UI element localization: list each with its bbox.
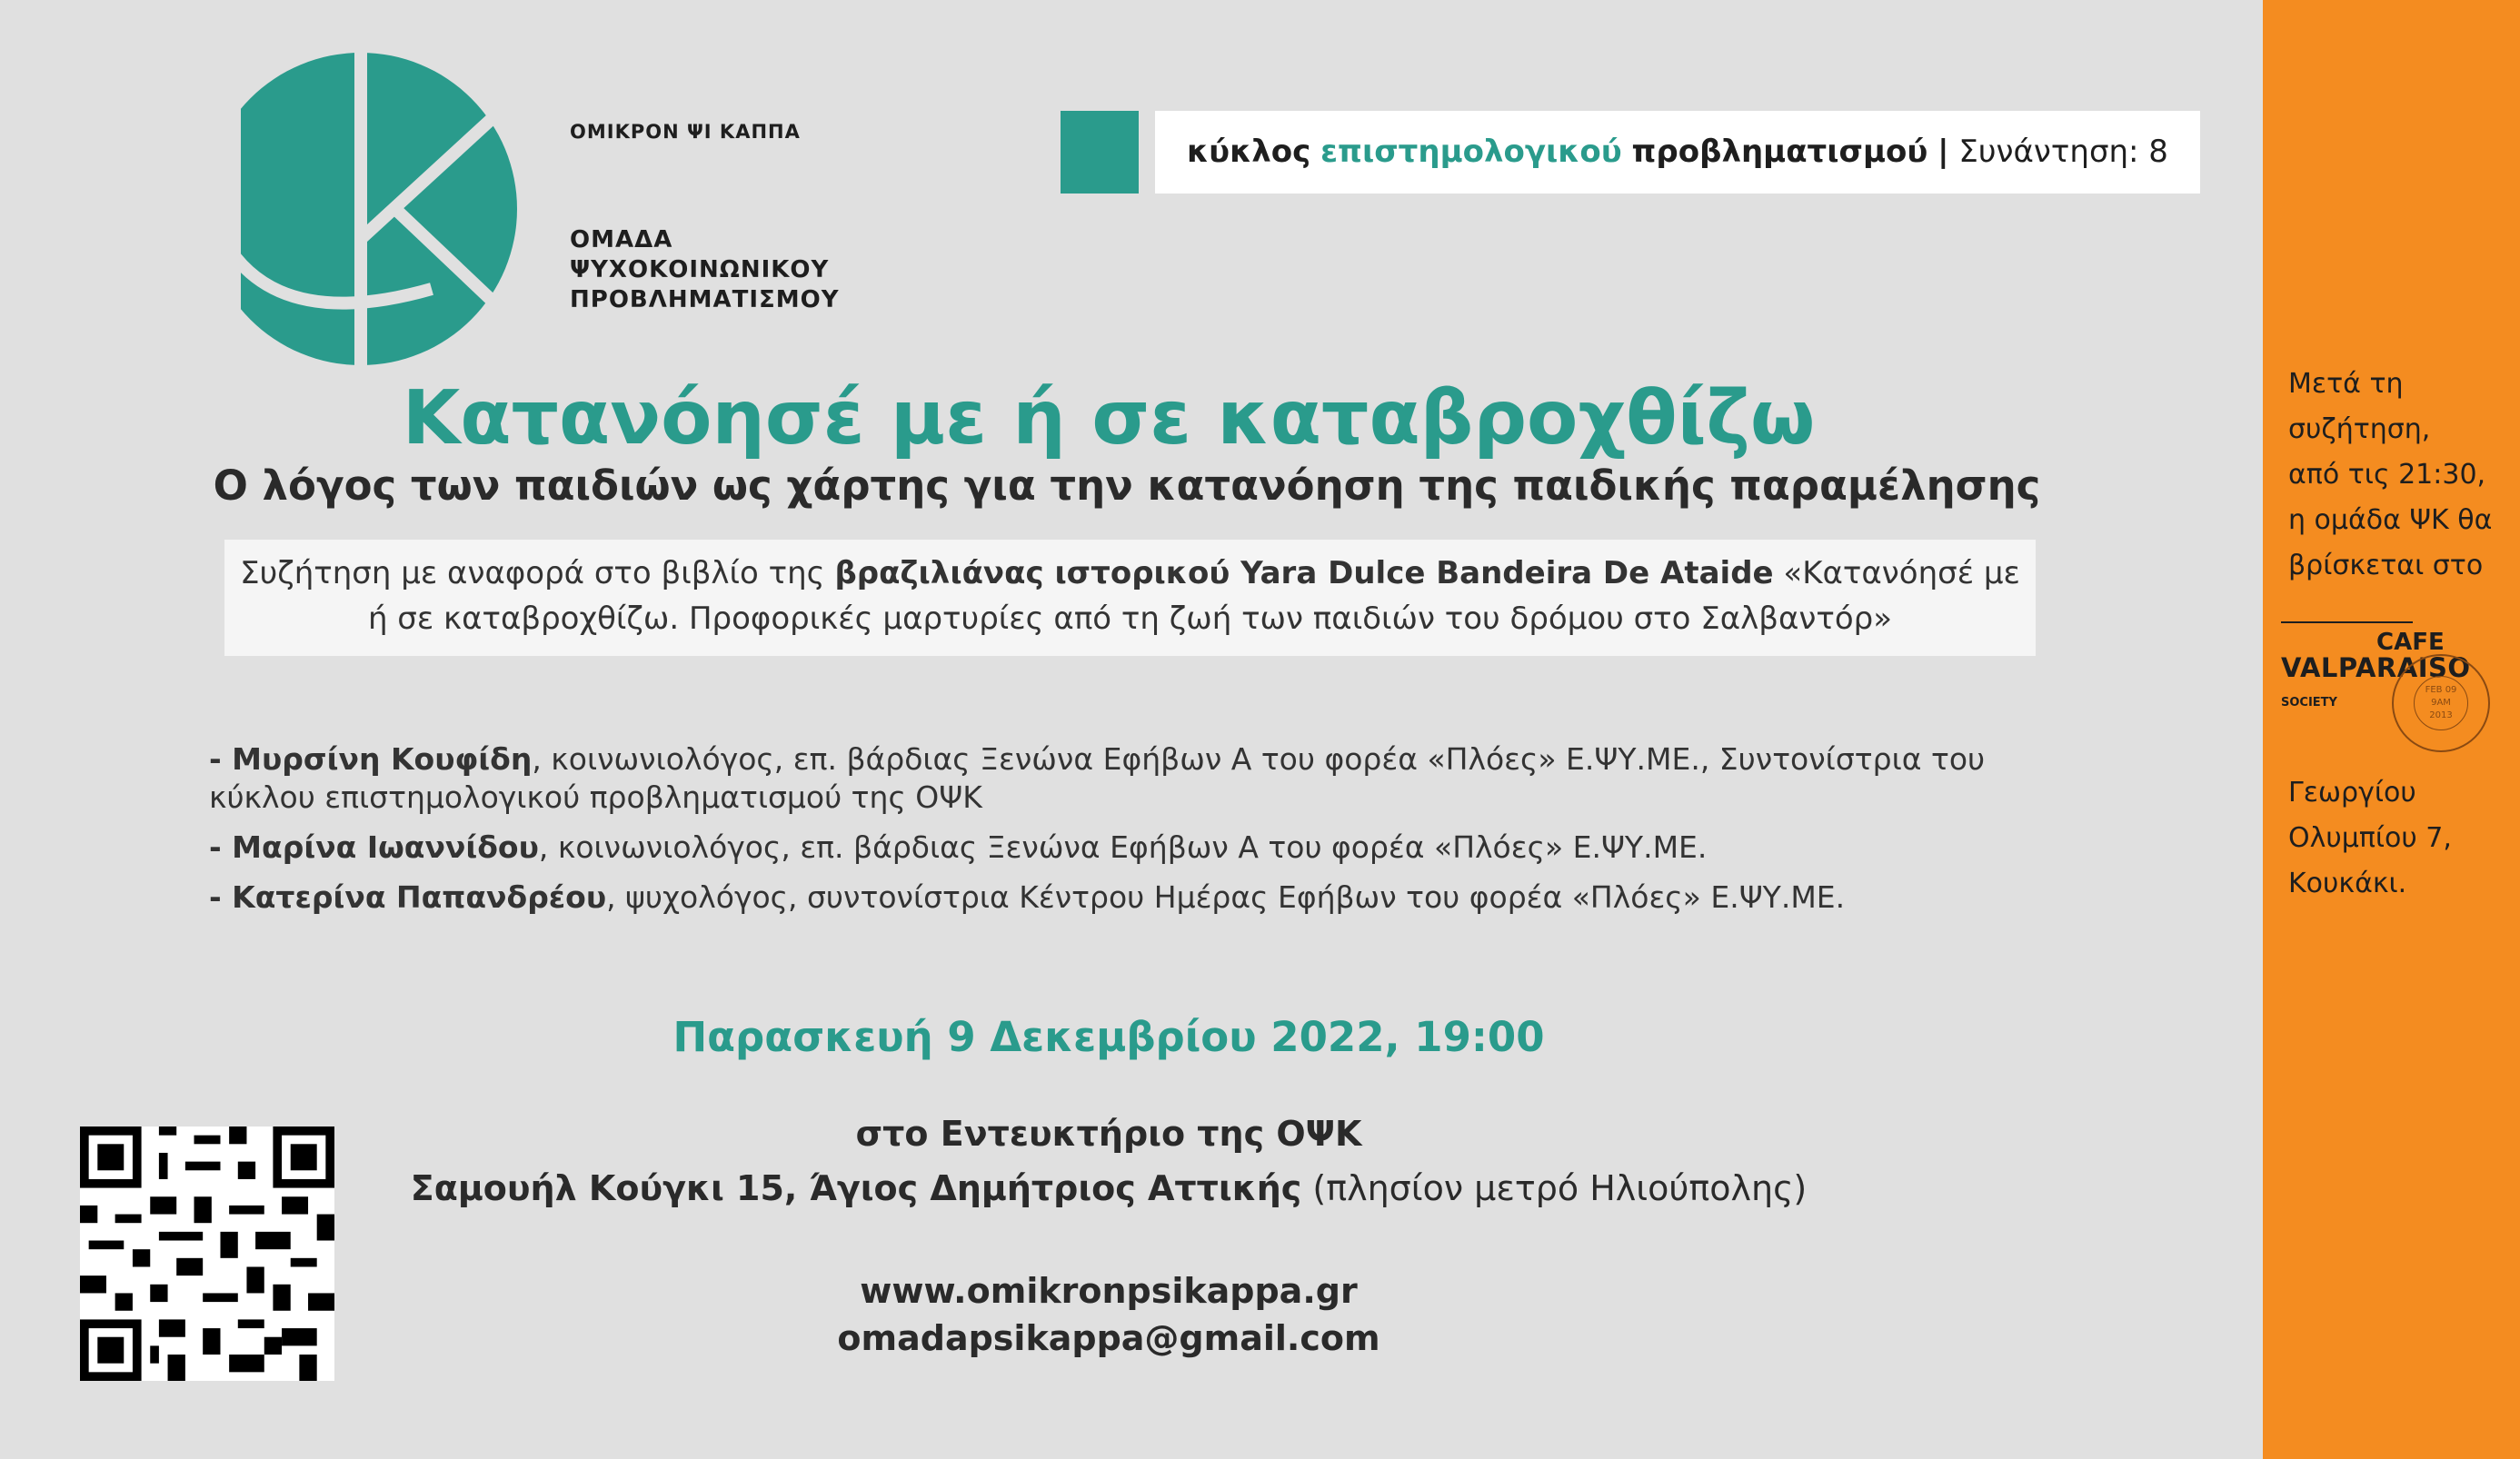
speaker-item: - Κατερίνα Παπανδρέου, ψυχολόγος, συντονίστρια Κέντρου Ημέρας Εφήβων του φορέα «Πλόες» Ε.ΨΥ.ΜΕ.	[209, 879, 1846, 915]
cycle-label-box: κύκλος επιστημολογικού προβληματισμού | Συνάντηση: 8	[1155, 111, 2200, 194]
cafe-address: Γεωργίου Ολυμπίου 7, Κουκάκι.	[2288, 777, 2452, 899]
postmark-stamp-icon: FEB 09 9AM 2013	[2392, 654, 2490, 752]
description-box: Συζήτηση με αναφορά στο βιβλίο της βραζιλιάνας ιστορικού Yara Dulce Bandeira De Ataide «Κατανόησέ με ή σε καταβροχθίζω. Προφορικές μαρτυρίες από τη ζωή των παιδιών του δρόμου στο Σαλβαντόρ»	[224, 540, 2036, 656]
org-full-name: ΟΜΑΔΑ ΨΥΧΟΚΟΙΝΩΝΙΚΟΥ ΠΡΟΒΛΗΜΑΤΙΣΜΟΥ	[570, 226, 840, 313]
sidebar	[2263, 0, 2520, 1459]
event-subtitle: Ο λόγος των παιδιών ως χάρτης για την κατανόηση της παιδικής παραμέλησης	[213, 462, 2041, 510]
org-short-name: ΟΜΙΚΡΟΝ ΨΙ ΚΑΠΠΑ	[570, 121, 801, 143]
cafe-logo-line	[2281, 621, 2413, 623]
speaker-item: - Μυρσίνη Κουφίδη, κοινωνιολόγος, επ. βάρδιας Ξενώνα Εφήβων Α του φορέα «Πλόες» Ε.ΨΥ.ΜΕ., Συντονίστρια του κύκλου επιστημολογικού προβληματισμού της ΟΨΚ	[209, 741, 1986, 815]
cafe-valparaiso-logo: CAFE VALPARAISO SOCIETY FEB 09 9AM 2013	[2281, 621, 2508, 753]
speaker-item: - Μαρίνα Ιωαννίδου, κοινωνιολόγος, επ. βάρδιας Ξενώνα Εφήβων Α του φορέα «Πλόες» Ε.ΨΥ.ΜΕ.	[209, 829, 1708, 865]
venue: στο Εντευκτήριο της ΟΨΚ Σαμουήλ Κούγκι 15, Άγιος Δημήτριος Αττικής (πλησίον μετρό Ηλιούπολης)	[410, 1114, 1808, 1208]
speakers-list	[209, 740, 2027, 928]
cycle-accent-square	[1061, 111, 1139, 194]
event-date: Παρασκευή 9 Δεκεμβρίου 2022, 19:00	[672, 1013, 1545, 1061]
website-link[interactable]: www.omikronpsikappa.gr	[860, 1271, 1358, 1311]
event-title: Κατανόησέ με ή σε καταβροχθίζω	[402, 375, 1816, 462]
email-link[interactable]: omadapsikappa@gmail.com	[837, 1318, 1380, 1358]
after-talk-text: Μετά τη συζήτηση, από τις 21:30, η ομάδα ΨΚ θα βρίσκεται στο	[2288, 368, 2493, 581]
omikron-psi-kappa-logo-icon	[204, 53, 518, 366]
meeting-number: Συνάντηση: 8	[1958, 134, 2168, 170]
contact-info	[545, 1267, 1672, 1362]
qr-code-icon[interactable]	[80, 1127, 334, 1381]
